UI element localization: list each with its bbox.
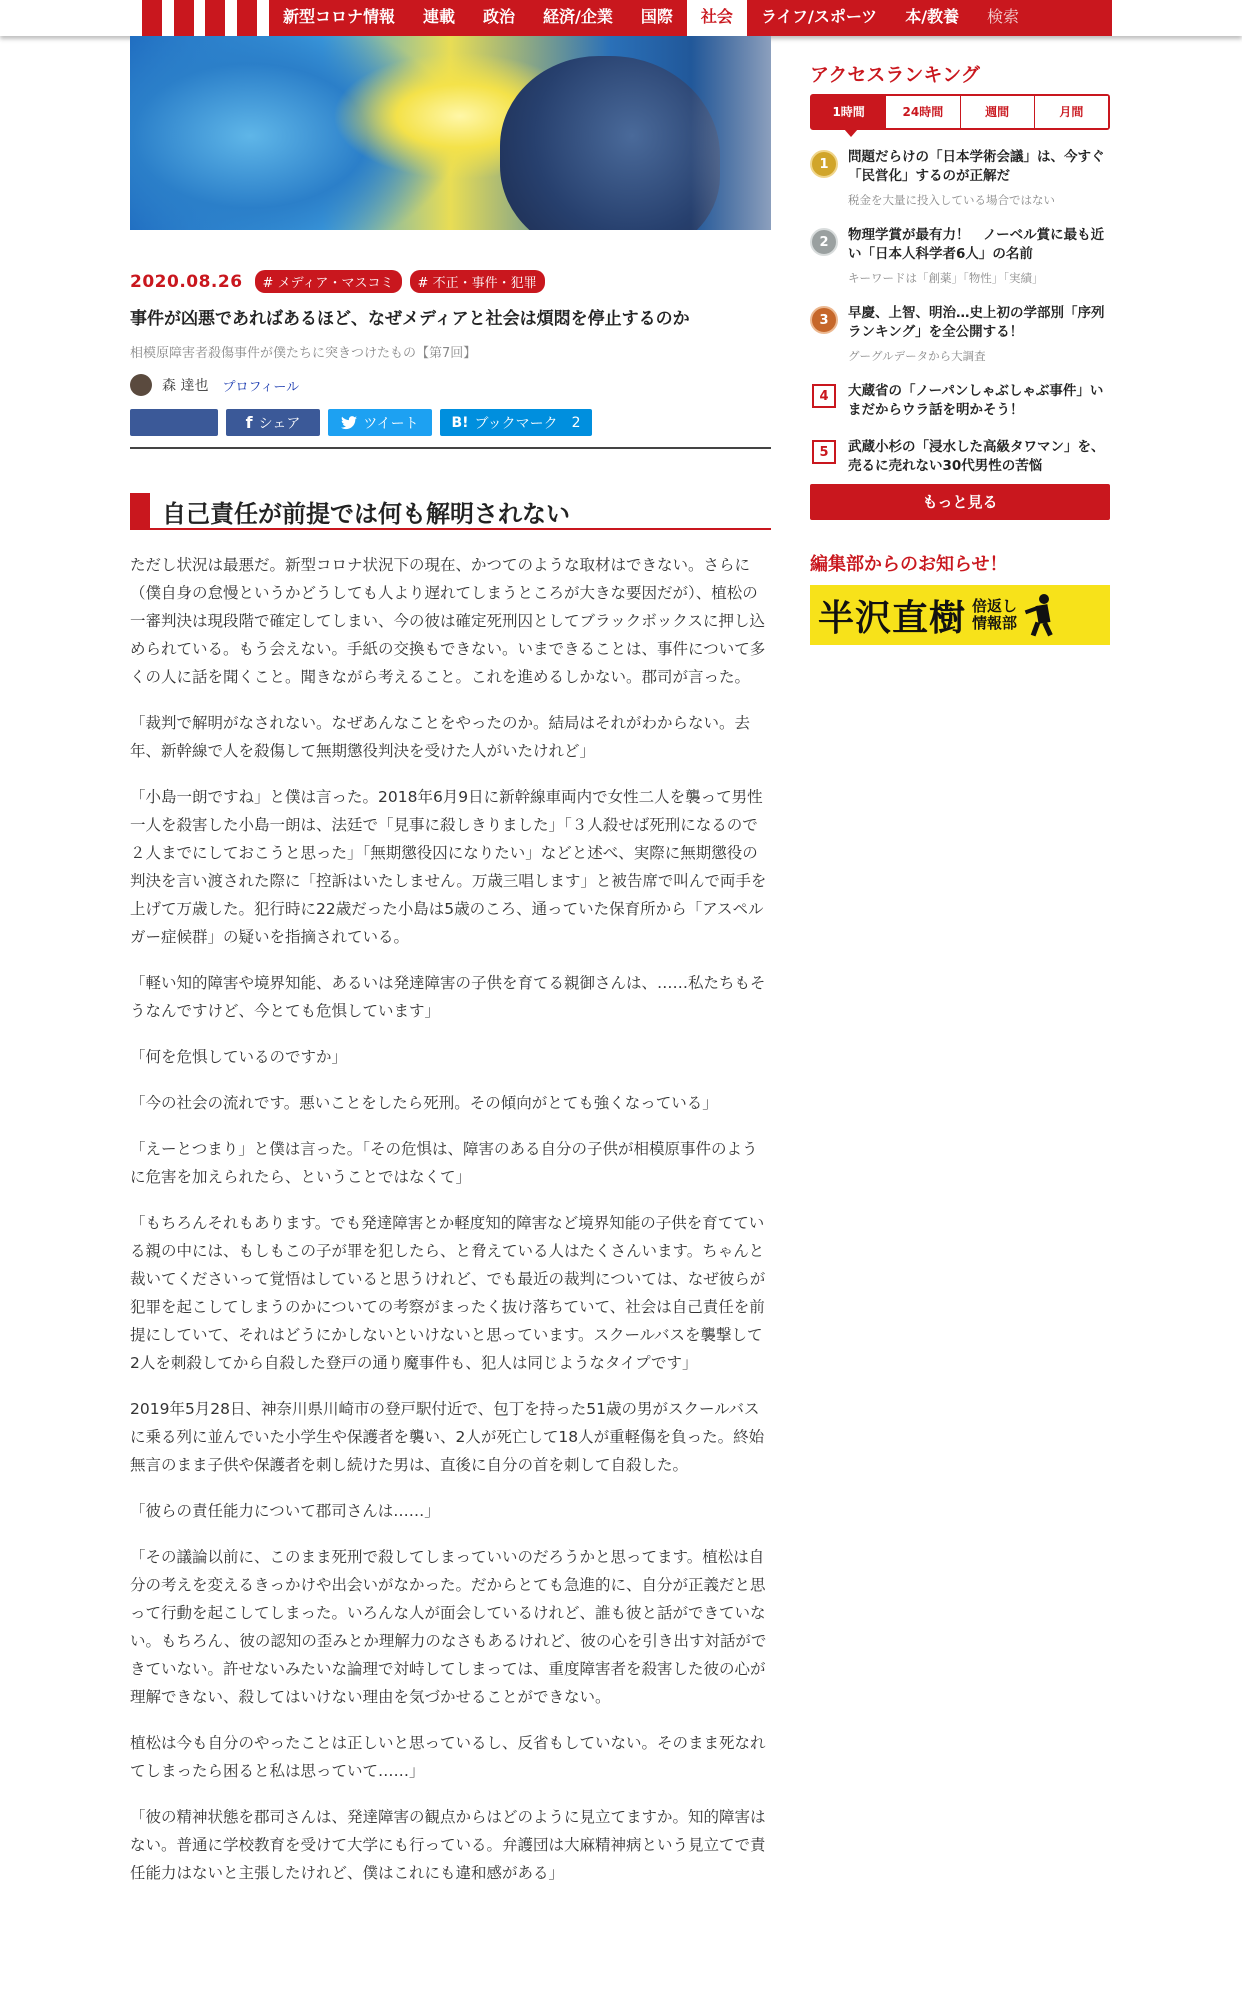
hatena-count: 2 [571, 414, 581, 431]
rank-badge: 5 [812, 440, 836, 464]
nav-item-international[interactable]: 国際 [640, 7, 673, 26]
paragraph: ただし状況は最悪だ。新型コロナ状況下の現在、かつてのような取材はできない。さらに（僕自身の怠慢というかどうしても人より遅れてしまうところが大きな要因だが）、植松の一審判決は現段階で確定してしまい、今の彼は確定死刑囚としてブラックボックスに押し込められている。もう会えない。手紙の交換もできない。いまできることは、事件について多くの人に話を聞くこと。聞きながら考えること。これを進めるしかない。郡司が言った。 [130, 556, 766, 686]
nav-item-books[interactable]: 本/教養 [905, 7, 960, 26]
banner-figure-icon [1025, 592, 1065, 638]
ranking-tabs [810, 94, 1110, 130]
profile-link[interactable]: プロフィール [222, 379, 300, 395]
article-meta [130, 270, 545, 293]
ranking-item[interactable] [810, 304, 1110, 364]
paragraph: 「もちろんそれもあります。でも発達障害とか軽度知的障害など境界知能の子供を育てている親の中には、もしもこの子が罪を犯したら、と脅えている人はたくさんいます。ちゃんと裁いてくださいって覚悟はしていると思うけれど、でも最近の裁判については、なぜ彼らが犯罪を起こしてしまうのかについての考察がまったく抜け落ちていて、社会は自己責任を前提にしていて、それはどうにかしないといけないと思っています。スクールバスを襲撃して2人を刺殺してから自殺した登戸の通り魔事件も、犯人は同じようなタイプです」 [130, 1214, 766, 1372]
section-heading-text: 自己責任が前提では何も解明されない [162, 499, 570, 528]
paragraph: 「何を危惧しているのですか」 [130, 1048, 348, 1066]
facebook-share-button[interactable] [226, 409, 320, 436]
paragraph: 「えーとつまり」と僕は言った。「その危惧は、障害のある自分の子供が相模原事件のように危害を加えられたら、ということではなくて」 [130, 1140, 758, 1186]
ranking-list [810, 148, 1110, 494]
ranking-title[interactable]: 物理学賞が最有力！ ノーベル賞に最も近い「日本人科学者6人」の名前 [848, 227, 1105, 262]
banner-subtitle [972, 598, 1017, 632]
ranking-item[interactable] [810, 148, 1110, 208]
share-buttons [130, 409, 592, 436]
top-nav [0, 0, 1242, 36]
facebook-icon: f [245, 413, 253, 432]
paragraph: 「彼の精神状態を郡司さんは、発達障害の観点からはどのように見立てますか。知的障害はない。普通に学校教育を受けて大学にも行っている。弁護団は大麻精神病という見立てで責任能力はないと主張したけれど、僕はこれにも違和感がある」 [130, 1808, 766, 1882]
ranking-item[interactable] [810, 226, 1110, 286]
nav-item-corona[interactable]: 新型コロナ情報 [283, 7, 396, 26]
ranking-subtitle: グーグルデータから大調査 [848, 349, 986, 363]
paragraph: 2019年5月28日、神奈川県川崎市の登戸駅付近で、包丁を持った51歳の男がスクールバスに乗る列に並んでいた小学生や保護者を襲い、2人が死亡して18人が重軽傷を負った。終始無言のまま子供や保護者を刺し続けた男は、直後に自分の首を刺して自殺した。 [130, 1400, 765, 1474]
ranking-item[interactable] [810, 438, 1110, 476]
nav-item-politics[interactable]: 政治 [483, 7, 516, 26]
nav-item-society[interactable]: 社会 [687, 0, 747, 36]
facebook-share-label: シェア [258, 415, 301, 432]
rank-badge: 2 [810, 228, 838, 256]
twitter-icon [341, 416, 357, 430]
ranking-title[interactable]: 大蔵省の「ノーパンしゃぶしゃぶ事件」いまだからウラ話を明かそう！ [848, 383, 1104, 418]
article-body [130, 551, 771, 1905]
author-name: 森 達也 [162, 378, 209, 394]
ranking-heading: アクセスランキング [810, 64, 980, 86]
divider [130, 447, 771, 449]
author-avatar [130, 374, 152, 396]
tab-weekly[interactable]: 週間 [960, 96, 1034, 128]
facebook-like-button[interactable] [130, 409, 218, 436]
paragraph: 「その議論以前に、このまま死刑で殺してしまっていいのだろうかと思ってます。植松は自分の考えを変えるきっかけや出会いがなかった。だからとても急進的に、自分が正義だと思って行動を起こしてしまった。いろんな人が面会しているけれど、誰も彼と話ができていない。もちろん、彼の認知の歪みとか理解力のなさもあるけれど、彼の心を引き出す対話ができていない。許せないみたいな論理で対峙してしまっては、重度障害者を殺害した彼の心が理解できない、殺してはいけない理由を気づかせることができない。 [130, 1548, 767, 1706]
silhouette-head [500, 56, 720, 230]
banner-title: 半沢直樹 [818, 596, 967, 639]
paragraph: 「今の社会の流れです。悪いことをしたら死刑。その傾向がとても強くなっている」 [130, 1094, 718, 1112]
nav-bar [130, 0, 1112, 36]
site-logo[interactable] [130, 0, 269, 36]
banner-sub-line2: 情報部 [972, 614, 1018, 632]
article-subtitle[interactable]: 相模原障害者殺傷事件が僕たちに突きつけたもの【第7回】 [130, 346, 477, 361]
tag-media[interactable]: # メディア・マスコミ [255, 270, 402, 293]
paragraph: 「小島一朗ですね」と僕は言った。2018年6月9日に新幹線車両内で女性二人を襲って男性一人を殺害した小島一朗は、法廷で「見事に殺しきりました」「３人殺せば死刑になるので２人までにしておこうと思った」「無期懲役囚になりたい」などと述べ、実際に無期懲役の判決を言い渡された際に「控訴はいたしません。万歳三唱します」と被告席で叫んで両手を上げて万歳した。犯行時に22歳だった小島は5歳のころ、通っていた保育所から「アスペルガー症候群」の疑いを指摘されている。 [130, 788, 767, 946]
ranking-title[interactable]: 問題だらけの「日本学術会議」は、今すぐ「民営化」するのが正解だ [848, 149, 1105, 184]
rank-badge: 3 [810, 306, 838, 334]
banner-sub-line1: 倍返し [972, 597, 1018, 615]
tab-24-hours[interactable]: 24時間 [885, 96, 959, 128]
rank-badge: 1 [810, 150, 838, 178]
nav-item-serial[interactable]: 連載 [423, 7, 456, 26]
ranking-title[interactable]: 早慶、上智、明治…史上初の学部別「序列ランキング」を全公開する！ [848, 305, 1105, 340]
ranking-subtitle: キーワードは「創薬」「物性」「実績」 [848, 271, 1044, 285]
article-date: 2020.08.26 [130, 271, 243, 292]
author-line [130, 374, 299, 396]
tab-1-hour[interactable]: 1時間 [812, 96, 885, 128]
tab-monthly[interactable]: 月間 [1034, 96, 1108, 128]
hatena-icon: B! [451, 414, 469, 431]
ranking-item[interactable] [810, 382, 1110, 420]
nav-search[interactable]: 検索 [987, 7, 1020, 26]
rank-badge: 4 [812, 384, 836, 408]
hatena-label: ブックマーク [474, 415, 558, 432]
ranking-subtitle: 税金を大量に投入している場合ではない [848, 193, 1055, 207]
tweet-button[interactable] [328, 409, 432, 436]
paragraph: 「軽い知的障害や境界知能、あるいは発達障害の子供を育てる親御さんは、……私たちもそうなんですけど、今とても危惧しています」 [130, 974, 766, 1020]
tweet-label: ツイート [363, 415, 419, 432]
paragraph: 「彼らの責任能力について郡司さんは……」 [130, 1502, 440, 1520]
paragraph: 植松は今も自分のやったことは正しいと思っているし、反省もしていない。そのまま死なれてしまったら困ると私は思っていて……」 [130, 1734, 766, 1780]
article-title: 事件が凶悪であればあるほど、なぜメディアと社会は煩悶を停止するのか [130, 309, 690, 329]
nav-item-life-sports[interactable]: ライフ/スポーツ [760, 7, 878, 26]
more-button[interactable]: もっと見る [810, 484, 1110, 520]
section-heading [130, 494, 771, 530]
hanzawa-banner[interactable] [810, 585, 1110, 645]
ranking-title[interactable]: 武蔵小杉の「浸水した高級タワマン」を、売るに売れない30代男性の苦悩 [848, 439, 1105, 474]
notice-heading: 編集部からのお知らせ！ [810, 554, 1008, 575]
tag-crime[interactable]: # 不正・事件・犯罪 [410, 270, 545, 293]
paragraph: 「裁判で解明がなされない。なぜあんなことをやったのか。結局はそれがわからない。去年、新幹線で人を殺傷して無期懲役判決を受けた人がいたけれど」 [130, 714, 751, 760]
hero-image [130, 36, 771, 230]
hatena-bookmark-button[interactable] [440, 409, 592, 436]
nav-item-economy[interactable]: 経済/企業 [543, 7, 613, 26]
